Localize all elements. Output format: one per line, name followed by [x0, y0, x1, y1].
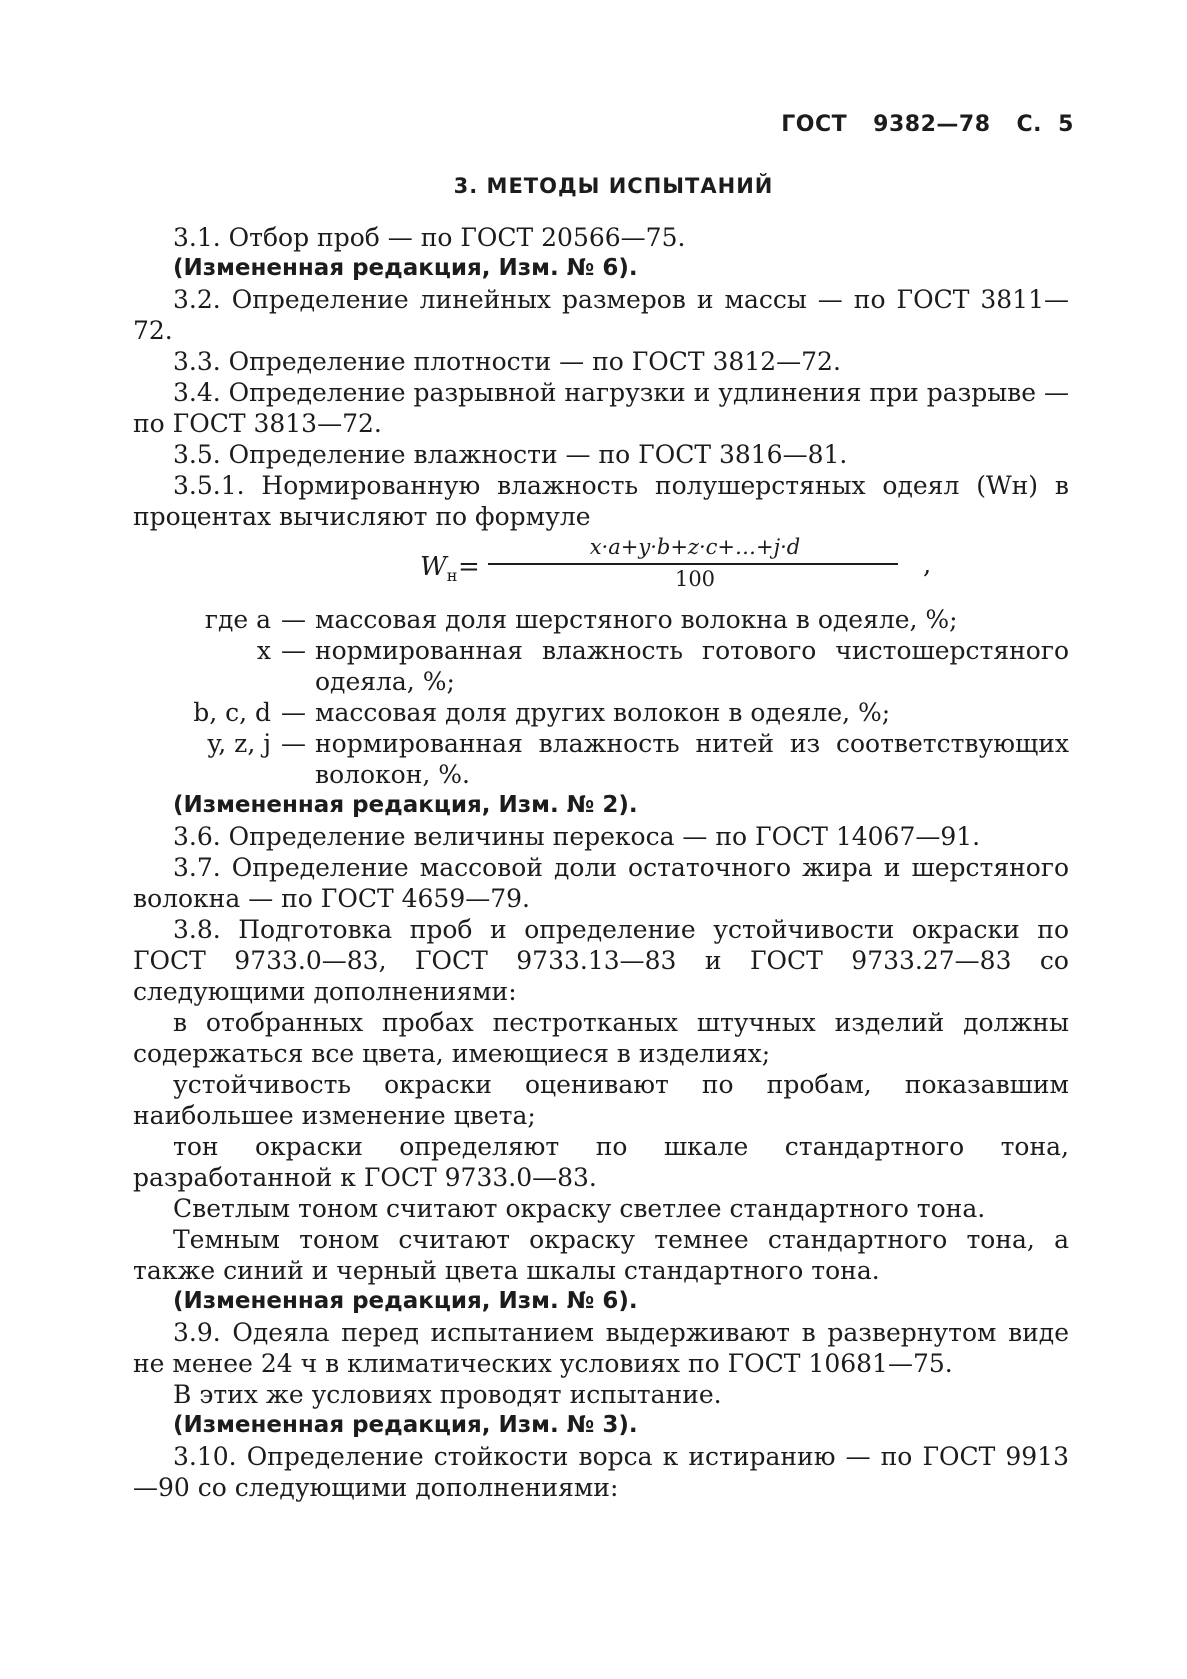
variable-definitions — [133, 604, 1069, 790]
formula-comma: , — [923, 550, 932, 580]
formula-equals: = — [458, 552, 480, 582]
paragraph-3-6: 3.6. Определение величины перекоса — по ГОСТ 14067—91. — [173, 822, 981, 851]
section-body — [133, 222, 1069, 1503]
definition-row — [133, 604, 1069, 635]
paragraph-3-8-a: в отобранных пробах пестротканых штучных изделий должны содержаться все цвета, имеющиеся в изделиях; — [133, 1008, 1069, 1068]
formula-numerator: x·a+y·b+z·c+…+j·d — [589, 535, 801, 559]
definition-vars: y, z, j — [207, 729, 271, 758]
section-title: 3. МЕТОДЫ ИСПЫТАНИЙ — [453, 174, 774, 198]
paragraph-3-7: 3.7. Определение массовой доли остаточного жира и шерстяного волокна — по ГОСТ 4659—79. — [133, 853, 1069, 913]
header-standard: ГОСТ — [781, 112, 848, 137]
paragraph-3-1: 3.1. Отбор проб — по ГОСТ 20566—75. — [173, 223, 686, 252]
moisture-formula — [133, 532, 1069, 604]
amendment-note: (Измененная редакция, Изм. № 6). — [173, 255, 638, 281]
definition-row — [133, 635, 1069, 697]
definition-dash: — — [281, 636, 306, 665]
definition-dash: — — [281, 698, 306, 727]
definition-text: нормированная влажность готового чистошерстяного одеяла, %; — [315, 636, 1069, 696]
header-number: 9382—78 — [873, 112, 991, 137]
paragraph-3-8: 3.8. Подготовка проб и определение устойчивости окраски по ГОСТ 9733.0—83, ГОСТ 9733.13—83 и ГОСТ 9733.27—83 со следующими дополнениями: — [133, 915, 1069, 1006]
definition-dash: — — [281, 605, 306, 634]
definition-row — [133, 728, 1069, 790]
definition-vars: b, c, d — [193, 698, 271, 727]
page-header — [755, 112, 1074, 137]
paragraph-3-8-c: тон окраски определяют по шкале стандартного тона, разработанной к ГОСТ 9733.0—83. — [133, 1132, 1069, 1192]
definition-text: массовая доля шерстяного волокна в одеяле, %; — [315, 605, 958, 634]
formula-denominator: 100 — [674, 567, 716, 591]
paragraph-3-8-b: устойчивость окраски оценивают по пробам, показавшим наибольшее изменение цвета; — [133, 1070, 1069, 1130]
paragraph-3-9-a: В этих же условиях проводят испытание. — [173, 1380, 722, 1409]
paragraph-3-2: 3.2. Определение линейных размеров и массы — по ГОСТ 3811—72. — [133, 285, 1069, 345]
definition-dash: — — [281, 729, 306, 758]
amendment-note: (Измененная редакция, Изм. № 3). — [173, 1412, 638, 1438]
paragraph-3-8-e: Темным тоном считают окраску темнее стандартного тона, а также синий и черный цвета шкалы стандартного тона. — [133, 1225, 1069, 1285]
formula-lhs-subscript: н — [446, 566, 458, 586]
paragraph-3-3: 3.3. Определение плотности — по ГОСТ 3812—72. — [173, 347, 841, 376]
header-page: С. 5 — [1016, 112, 1074, 137]
paragraph-3-10: 3.10. Определение стойкости ворса к истиранию — по ГОСТ 9913—90 со следующими дополнениями: — [133, 1442, 1069, 1502]
amendment-note: (Измененная редакция, Изм. № 6). — [173, 1288, 638, 1314]
paragraph-3-4: 3.4. Определение разрывной нагрузки и удлинения при разрыве — по ГОСТ 3813—72. — [133, 378, 1069, 438]
definition-row — [133, 697, 1069, 728]
definition-vars: x — [256, 636, 271, 665]
formula-lhs — [420, 552, 457, 591]
paragraph-3-8-d: Светлым тоном считают окраску светлее стандартного тона. — [173, 1194, 986, 1223]
formula-lhs-symbol: W — [420, 552, 447, 582]
definition-text: нормированная влажность нитей из соответствующих волокон, %. — [315, 729, 1069, 789]
definition-text: массовая доля других волокон в одеяле, %; — [315, 698, 891, 727]
paragraph-3-5-1: 3.5.1. Нормированную влажность полушерстяных одеял (Wн) в процентах вычисляют по формуле — [133, 471, 1069, 531]
paragraph-3-9: 3.9. Одеяла перед испытанием выдерживают в развернутом виде не менее 24 ч в климатических условиях по ГОСТ 10681—75. — [133, 1318, 1069, 1378]
definition-vars: где a — [204, 605, 271, 634]
paragraph-3-5: 3.5. Определение влажности — по ГОСТ 3816—81. — [173, 440, 848, 469]
amendment-note: (Измененная редакция, Изм. № 2). — [173, 792, 638, 818]
